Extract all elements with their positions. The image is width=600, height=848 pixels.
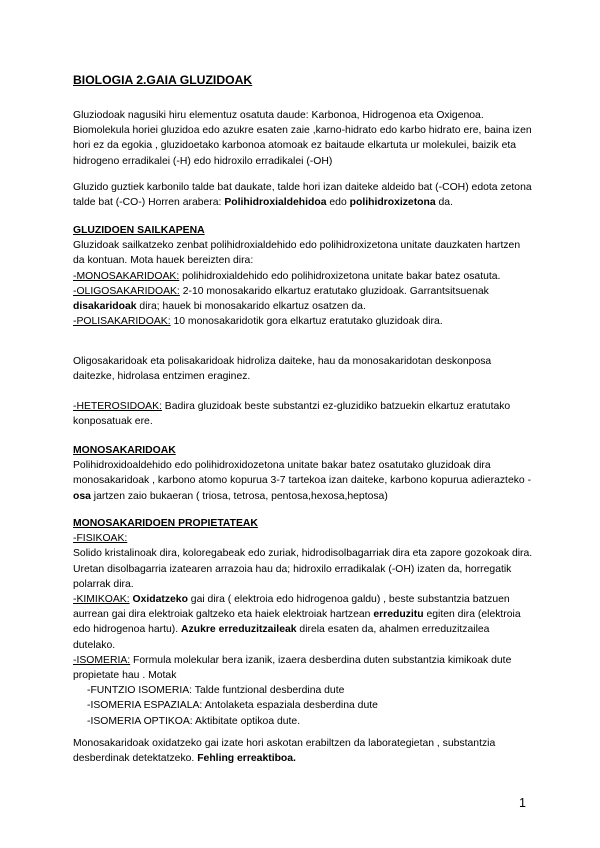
list-item: -FUNTZIO ISOMERIA: Talde funtzional desberdina dute bbox=[87, 685, 345, 697]
intro-paragraph bbox=[73, 108, 533, 169]
definition-item: -ISOMERIA: Formula molekular bera izanik, izaera desberdina duten substantzia kimikoak dute propietate hau . Motak bbox=[73, 654, 512, 682]
definition-item: -KIMIKOAK: Oxidatzeko gai dira ( elektroia edo hidrogenoa galdu) , beste substantzia batzuen aurrean gai dira elektroiak galtzeko eta haiek elektroiak hartzean erreduzitu egiten dira (elektroia edo hidrogenoa hartu). Azukre erreduzitzaileak direla esaten da, ahalmen erreduzitzailea dutelako. bbox=[73, 594, 521, 651]
bold-term: Oxidatzeko bbox=[132, 594, 188, 606]
bold-term: Fehling erreaktiboa. bbox=[197, 753, 296, 765]
final-paragraph: Monosakaridoak oxidatzeko gai izate hori askotan erabiltzen da laborategietan , substantzia desberdinak detektatzeko. Fehling erreaktiboa. bbox=[73, 738, 496, 765]
carbonyl-paragraph: Gluzido guztiek karbonilo talde bat daukate, talde hori izan daiteke aldeido bat (-COH) edota zetona talde bat (-CO-) Horren arabera: Polihidroxialdehidoa edo polihidroxizetona da. bbox=[73, 182, 532, 209]
bold-term: polihidroxizetona bbox=[349, 197, 436, 209]
bold-term: Polihidroxialdehidoa bbox=[224, 197, 327, 209]
term-label: -KIMIKOAK: bbox=[73, 594, 130, 606]
heterosides-paragraph: -HETEROSIDOAK: Badira gluzidoak beste substantzi ez-gluzidiko batzuekin elkartuz eratutako konposatuak ere. bbox=[73, 401, 511, 428]
term-label: -MONOSAKARIDOAK: bbox=[73, 270, 180, 282]
bold-term: Azukre erreduzitzaileak bbox=[181, 624, 297, 636]
list-item: -ISOMERIA OPTIKOA: Aktibitate optikoa dute. bbox=[87, 715, 301, 727]
list-item: -ISOMERIA ESPAZIALA: Antolaketa espaziala desberdina dute bbox=[87, 700, 378, 712]
section-heading: MONOSAKARIDOEN PROPIETATEAK bbox=[73, 518, 258, 529]
section-heading: MONOSAKARIDOAK bbox=[73, 445, 176, 456]
carbonyl-text: Gluzido guztiek karbonilo talde bat daukate, talde hori izan daiteke aldeido bat (-COH) edota zetona talde bat (-CO-) Horren arabera: bbox=[73, 182, 532, 209]
physical-text: Solido kristalinoak dira, koloregabeak edo zuriak, hidrodisolbagarriak dira eta zapore gozokoak dira. Uretan disolbagarria izatearen arrazoia hau da; hidroxilo erradikalak (-OH) izaten da, horregatik polarrak dira. bbox=[73, 548, 533, 590]
section-properties bbox=[73, 516, 533, 729]
definition-item: -OLIGOSAKARIDOAK: 2-10 monosakarido elkartuz eratutako gluzidoak. Garrantsitsuenak disakaridoak dira; hauek bi monosakarido elkartuz osatzen da. bbox=[73, 285, 489, 313]
definition-item: -MONOSAKARIDOAK: polihidroxialdehido edo polihidroxizetona unitate bakar batez osatuta. bbox=[73, 270, 501, 282]
document-title: BIOLOGIA 2.GAIA GLUZIDOAK bbox=[73, 73, 253, 87]
intro-text: Gluziodoak nagusiki hiru elementuz osatuta daude: Karbonoa, Hidrogenoa eta Oxigenoa. Biomolekula horiei gluzidoa edo azukre esaten zaie ,karno-hidrato edo karbo hidrato ere, baina izen hori ez da egokia , gluzidoetako karbonoa atomoak ez baitaude elkartuta ur molekulei, baizik eta hidrogeno erradikalei (-H) edo hidroxilo erradikalei (-OH) bbox=[73, 110, 532, 167]
section-heading: GLUZIDOEN SAILKAPENA bbox=[73, 225, 205, 236]
term-label: -FISIKOAK: bbox=[73, 533, 128, 545]
section-monosaccharides: MONOSAKARIDOAK Polihidroxidoaldehido edo polihidroxidozetona unitate bakar batez osatutako gluzidoak dira monosakaridoak , karbono atomo kopurua 3-7 tartekoa izan daiteke, karbono kopurua adierazteko -osa jartzen zaio bukaeran ( triosa, tetrosa, pentosa,hexosa,heptosa) bbox=[73, 445, 532, 502]
bold-term: erreduzitu bbox=[373, 609, 424, 621]
term-label: -ISOMERIA: bbox=[73, 654, 131, 666]
section-classification bbox=[73, 223, 533, 329]
term-label: -HETEROSIDOAK: bbox=[73, 401, 162, 412]
page-number: 1 bbox=[519, 796, 526, 810]
classification-lead: Gluzidoak sailkatzeko zenbat polihidroxialdehido edo polihidroxizetona unitate dauzkaten hartzen da kontuan. Mota hauek bereizten dira: bbox=[73, 240, 521, 267]
definition-item: -POLISAKARIDOAK: 10 monosakaridotik gora elkartuz eratutako gluzidoak dira. bbox=[73, 316, 443, 328]
bold-term: disakaridoak bbox=[73, 301, 137, 313]
term-label: -OLIGOSAKARIDOAK: bbox=[73, 285, 180, 297]
bold-term: osa bbox=[73, 490, 91, 502]
hydrolysis-paragraph: Oligosakaridoak eta polisakaridoak hidroliza daiteke, hau da monosakaridotan deskonposa daitezke, hidrolasa entzimen eraginez. bbox=[73, 356, 492, 383]
term-label: -POLISAKARIDOAK: bbox=[73, 316, 171, 328]
